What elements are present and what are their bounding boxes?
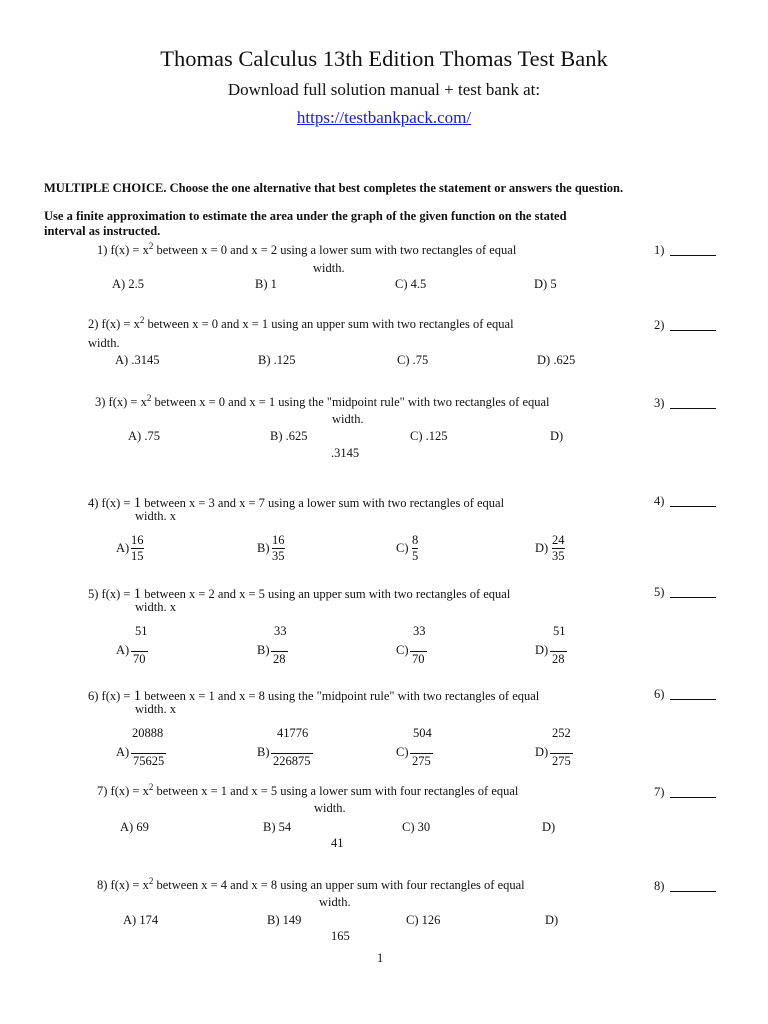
answer-blank-2[interactable]: 2) bbox=[654, 318, 716, 333]
q2-option-b: B) .125 bbox=[258, 353, 296, 367]
question-1-text: 1) $f(x) = x^2$ between x = 0 and x = 2 using a lower sum with two rectangles of equal bbox=[97, 241, 517, 257]
q8-option-a: A) 174 bbox=[123, 913, 159, 927]
q1-option-c: C) 4.5 bbox=[395, 277, 427, 291]
q3-option-d-value: .3145 bbox=[331, 446, 360, 460]
q5-option-d-numerator: 51 bbox=[553, 624, 566, 638]
q2-option-c: C) .75 bbox=[397, 353, 429, 367]
q4-option-c-label: C) bbox=[396, 541, 409, 555]
q4-option-b-fraction: $\frac{16}{35}$ bbox=[272, 533, 285, 563]
q3-option-b: B) .625 bbox=[270, 429, 308, 443]
q2-option-d: D) .625 bbox=[537, 353, 576, 367]
answer-blank-3[interactable]: 3) bbox=[654, 396, 716, 411]
q8-option-d: D) bbox=[545, 913, 559, 927]
question-7-text: 7) $f(x) = x^2$ between x = 1 and x = 5 using a lower sum with four rectangles of equal bbox=[97, 782, 519, 798]
q6-option-a-label: A) bbox=[116, 745, 130, 759]
q5-option-c-label: C) bbox=[396, 643, 409, 657]
q5-option-c-numerator: 33 bbox=[413, 624, 426, 638]
page-number: 1 bbox=[377, 951, 384, 965]
q6-option-d-label: D) bbox=[535, 745, 549, 759]
instructions-line-1: Use a finite approximation to estimate the area under the graph of the given function on the stated bbox=[44, 209, 567, 223]
q4-option-c-fraction: $\frac{8}{5}$ bbox=[412, 533, 419, 563]
q4-option-d-fraction: $\frac{24}{35}$ bbox=[552, 533, 565, 563]
q7-option-d-value: 41 bbox=[331, 836, 344, 850]
q6-option-c-numerator: 504 bbox=[413, 726, 432, 740]
question-3-text: 3) $f(x) = x^2$ between x = 0 and x = 1 using the "midpoint rule" with two rectangles of equal bbox=[95, 393, 550, 409]
q6-option-d-numerator: 252 bbox=[552, 726, 571, 740]
question-4-wrap: width. x bbox=[135, 509, 176, 523]
q1-option-b: B) 1 bbox=[255, 277, 277, 291]
q3-option-d: D) bbox=[550, 429, 564, 443]
q6-option-a-denominator: 75625 bbox=[133, 754, 165, 768]
q5-option-d-denominator: 28 bbox=[552, 652, 565, 666]
q8-option-d-value: 165 bbox=[331, 929, 350, 943]
q7-option-b: B) 54 bbox=[263, 820, 292, 834]
q1-option-a: A) 2.5 bbox=[112, 277, 144, 291]
answer-blank-7[interactable]: 7) bbox=[654, 785, 716, 800]
q5-option-d-label: D) bbox=[535, 643, 549, 657]
question-7-wrap: width. bbox=[314, 801, 346, 815]
q6-option-c-label: C) bbox=[396, 745, 409, 759]
document-title: Thomas Calculus 13th Edition Thomas Test Bank bbox=[160, 46, 608, 71]
question-1-wrap: width. bbox=[313, 261, 345, 275]
download-link[interactable]: https://testbankpack.com/ bbox=[296, 108, 472, 127]
q6-option-c-denominator: 275 bbox=[412, 754, 431, 768]
q7-option-d: D) bbox=[542, 820, 556, 834]
q5-option-c-denominator: 70 bbox=[412, 652, 425, 666]
q6-option-b-label: B) bbox=[257, 745, 270, 759]
answer-blank-6[interactable]: 6) bbox=[654, 687, 716, 702]
q5-option-b-label: B) bbox=[257, 643, 270, 657]
question-6-wrap: width. x bbox=[135, 702, 176, 716]
q3-option-c: C) .125 bbox=[410, 429, 448, 443]
q5-option-a-denominator: 70 bbox=[133, 652, 146, 666]
q6-option-d-denominator: 275 bbox=[552, 754, 571, 768]
answer-blank-4[interactable]: 4) bbox=[654, 494, 716, 509]
question-4-text: 4) f(x) = 1 between x = 3 and x = 7 using a lower sum with two rectangles of equal bbox=[88, 495, 505, 511]
question-2-text: 2) $f(x) = x^2$ between x = 0 and x = 1 using an upper sum with two rectangles of equal bbox=[88, 315, 514, 331]
instructions-line-2: interval as instructed. bbox=[44, 224, 161, 238]
document-subtitle: Download full solution manual + test bank at: bbox=[227, 80, 541, 99]
question-8-wrap: width. bbox=[319, 895, 351, 909]
answer-blank-5[interactable]: 5) bbox=[654, 585, 716, 600]
answer-blank-1[interactable]: 1) bbox=[654, 243, 716, 258]
q7-option-c: C) 30 bbox=[402, 820, 431, 834]
question-8-text: 8) $f(x) = x^2$ between x = 4 and x = 8 using an upper sum with four rectangles of equal bbox=[97, 876, 525, 892]
q6-option-a-numerator: 20888 bbox=[132, 726, 164, 740]
q5-option-b-denominator: 28 bbox=[273, 652, 286, 666]
question-5-wrap: width. x bbox=[135, 600, 176, 614]
q1-option-d: D) 5 bbox=[534, 277, 557, 291]
question-6-text: 6) f(x) = 1 between x = 1 and x = 8 using the "midpoint rule" with two rectangles of equal bbox=[88, 688, 540, 704]
question-5-text: 5) f(x) = 1 between x = 2 and x = 5 using an upper sum with two rectangles of equal bbox=[88, 586, 511, 602]
q6-option-b-numerator: 41776 bbox=[277, 726, 309, 740]
q6-option-b-denominator: 226875 bbox=[273, 754, 311, 768]
q3-option-a: A) .75 bbox=[128, 429, 160, 443]
q4-option-d-label: D) bbox=[535, 541, 549, 555]
q4-option-a-fraction: $\frac{16}{15}$ bbox=[131, 533, 144, 563]
q4-option-b-label: B) bbox=[257, 541, 270, 555]
answer-blank-8[interactable]: 8) bbox=[654, 879, 716, 894]
q7-option-a: A) 69 bbox=[120, 820, 149, 834]
q2-option-a: A) .3145 bbox=[115, 353, 160, 367]
q5-option-a-numerator: 51 bbox=[135, 624, 148, 638]
q8-option-c: C) 126 bbox=[406, 913, 441, 927]
q4-option-a-label: A) bbox=[116, 541, 130, 555]
question-3-wrap: width. bbox=[332, 412, 364, 426]
question-2-wrap: width. bbox=[88, 336, 120, 350]
q8-option-b: B) 149 bbox=[267, 913, 302, 927]
q5-option-a-label: A) bbox=[116, 643, 130, 657]
section-heading: MULTIPLE CHOICE. Choose the one alternative that best completes the statement or answers the question. bbox=[44, 181, 624, 195]
q5-option-b-numerator: 33 bbox=[274, 624, 287, 638]
